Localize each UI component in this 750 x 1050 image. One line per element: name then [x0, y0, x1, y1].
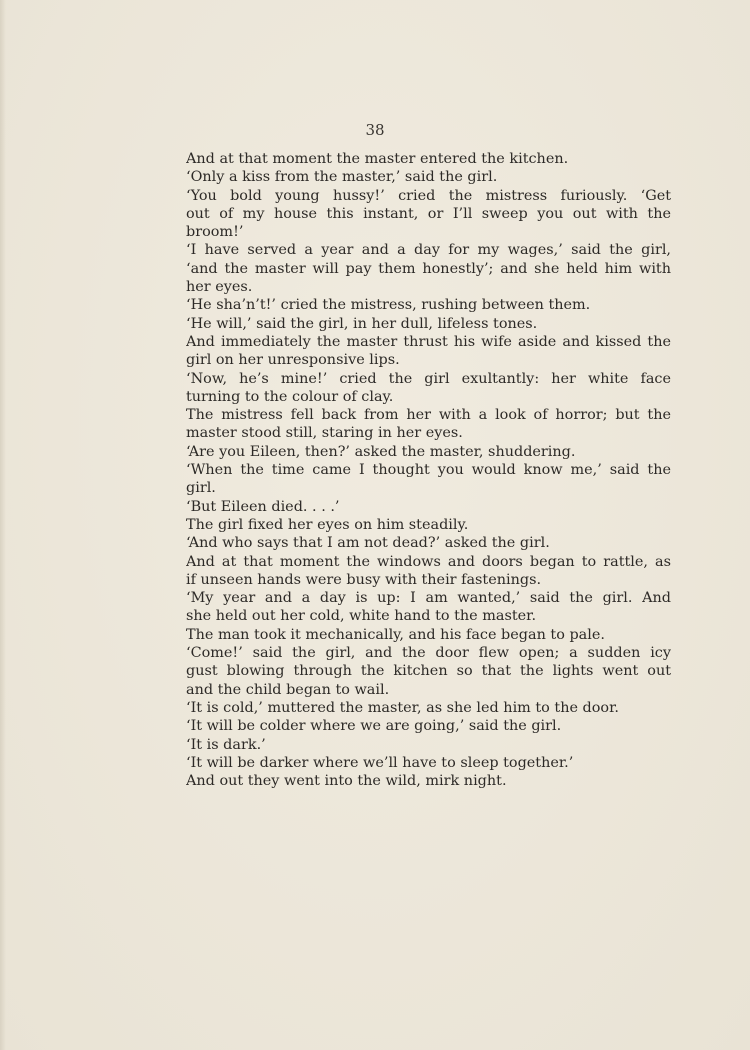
text-line: turning to the colour of clay.	[186, 388, 394, 405]
text-line: And at that moment the windows and doors began to rattle, as	[186, 553, 671, 570]
text-line: ‘It will be colder where we are going,’ said the girl.	[186, 718, 562, 735]
text-line: ‘But Eileen died. . . .’	[186, 498, 340, 515]
page-edge-shadow	[0, 0, 6, 1050]
text-line: And at that moment the master entered the kitchen.	[186, 151, 569, 167]
text-line: broom!’	[186, 224, 244, 241]
text-line: And immediately the master thrust his wife aside and kissed the	[186, 333, 671, 350]
text-line: ‘Are you Eileen, then?’ asked the master, shuddering.	[186, 443, 576, 460]
text-line: ‘It will be darker where we’ll have to sleep together.’	[186, 754, 574, 771]
text-line: ‘You bold young hussy!’ cried the mistress furiously. ‘Get	[186, 187, 671, 204]
text-line: The girl fixed her eyes on him steadily.	[186, 516, 469, 533]
text-line: The mistress fell back from her with a look of horror; but the	[186, 407, 671, 424]
text-line: ‘I have served a year and a day for my wages,’ said the girl,	[186, 242, 671, 259]
text-line: ‘He will,’ said the girl, in her dull, lifeless tones.	[186, 315, 538, 332]
text-line: if unseen hands were busy with their fastenings.	[186, 571, 542, 588]
text-line: girl.	[186, 480, 216, 497]
text-line: ‘And who says that I am not dead?’ asked the girl.	[186, 535, 550, 552]
body-text	[186, 150, 671, 790]
text-line: ‘and the master will pay them honestly’; and she held him with	[186, 260, 671, 277]
text-line: girl on her unresponsive lips.	[186, 352, 400, 369]
text-line: out of my house this instant, or I’ll sweep you out with the	[186, 205, 671, 222]
text-line: ‘It is dark.’	[186, 736, 266, 753]
text-line: ‘Come!’ said the girl, and the door flew open; a sudden icy	[186, 645, 671, 662]
text-line: The man took it mechanically, and his face began to pale.	[186, 626, 605, 643]
text-line: ‘My year and a day is up: I am wanted,’ said the girl. And	[186, 590, 671, 607]
text-line: And out they went into the wild, mirk night.	[186, 773, 507, 790]
text-line: she held out her cold, white hand to the master.	[186, 608, 537, 625]
text-line: and the child began to wail.	[186, 681, 390, 698]
text-line: ‘When the time came I thought you would know me,’ said the	[186, 462, 671, 479]
page-number: 38	[365, 121, 385, 139]
text-line: master stood still, staring in her eyes.	[186, 425, 463, 442]
text-line: ‘He sha’n’t!’ cried the mistress, rushing between them.	[186, 297, 591, 314]
text-line: ‘It is cold,’ muttered the master, as she led him to the door.	[186, 699, 619, 716]
text-line: ‘Only a kiss from the master,’ said the girl.	[186, 169, 498, 186]
text-line: gust blowing through the kitchen so that the lights went out	[186, 663, 671, 680]
text-line: her eyes.	[186, 279, 253, 296]
text-line: ‘Now, he’s mine!’ cried the girl exultantly: her white face	[186, 370, 671, 387]
